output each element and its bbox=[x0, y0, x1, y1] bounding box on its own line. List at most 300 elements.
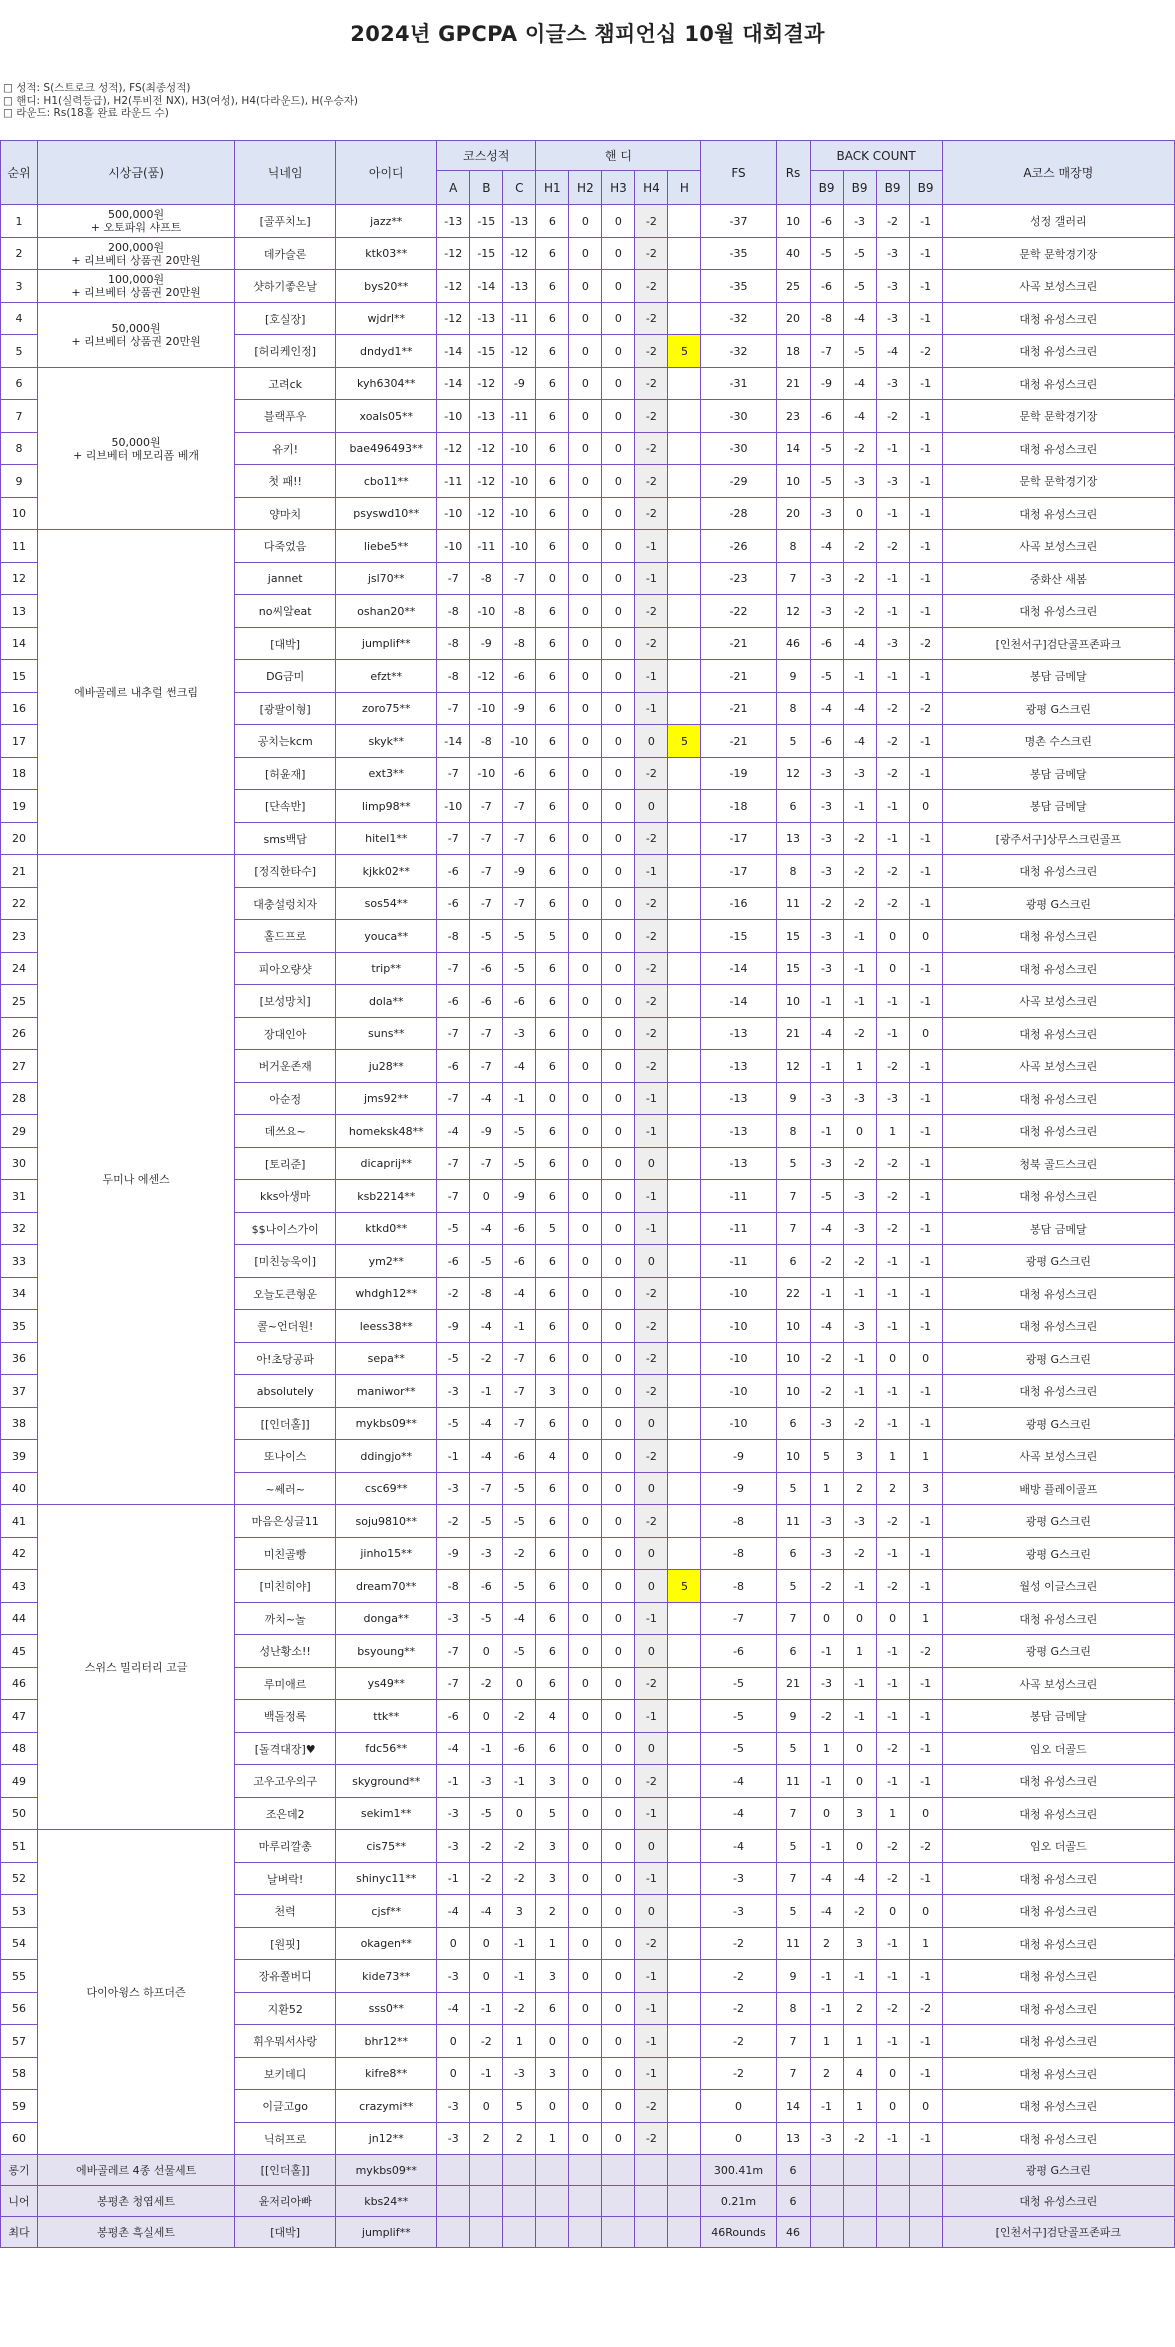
empty-cell bbox=[602, 2155, 635, 2186]
cell-h2: 0 bbox=[569, 628, 602, 660]
cell-h1: 6 bbox=[536, 1408, 569, 1440]
cell-c: -9 bbox=[503, 693, 536, 725]
cell-b9-4: 3 bbox=[909, 1473, 942, 1505]
cell-venue: 임오 더골드 bbox=[942, 1830, 1174, 1863]
cell-h3: 0 bbox=[602, 2025, 635, 2058]
cell-rank: 31 bbox=[1, 1180, 38, 1213]
cell-b: -2 bbox=[470, 2025, 503, 2058]
cell-b9-4: -1 bbox=[909, 1700, 942, 1733]
cell-b: -7 bbox=[470, 888, 503, 920]
cell-b9-1: -3 bbox=[810, 920, 843, 953]
cell-a: -2 bbox=[437, 1505, 470, 1538]
cell-h1: 6 bbox=[536, 465, 569, 498]
cell-b9-4: -1 bbox=[909, 400, 942, 433]
cell-rs: 13 bbox=[776, 823, 810, 855]
cell-nickname: 장대인아 bbox=[235, 1018, 336, 1050]
cell-b9-4: -2 bbox=[909, 628, 942, 660]
cell-fs: -17 bbox=[701, 823, 776, 855]
header-a: A bbox=[437, 171, 470, 205]
cell-rs: 9 bbox=[776, 1083, 810, 1115]
cell-b9-1: -9 bbox=[810, 368, 843, 400]
cell-b: -10 bbox=[470, 693, 503, 725]
cell-h3: 0 bbox=[602, 530, 635, 563]
prize-cell: 스위스 밀리터리 고글 bbox=[38, 1505, 235, 1830]
cell-rank: 2 bbox=[1, 238, 38, 270]
cell-fs: -26 bbox=[701, 530, 776, 563]
cell-h1: 6 bbox=[536, 660, 569, 693]
cell-h2: 0 bbox=[569, 1570, 602, 1603]
cell-nickname: 까치~놀 bbox=[235, 1603, 336, 1635]
cell-id: dicaprij** bbox=[336, 1148, 437, 1180]
cell-h1: 6 bbox=[536, 725, 569, 758]
cell-b9-3: 0 bbox=[876, 920, 909, 953]
cell-id: sepa** bbox=[336, 1343, 437, 1375]
cell-venue: 대청 유성스크린 bbox=[942, 303, 1174, 335]
cell-c: -12 bbox=[503, 238, 536, 270]
cell-h bbox=[668, 1928, 701, 1960]
cell-rank: 20 bbox=[1, 823, 38, 855]
cell-nickname: jannet bbox=[235, 563, 336, 595]
cell-h4: -1 bbox=[635, 1180, 668, 1213]
cell-b9-1: -3 bbox=[810, 855, 843, 888]
cell-venue: 사곡 보성스크린 bbox=[942, 985, 1174, 1018]
cell-nickname: 유키! bbox=[235, 433, 336, 465]
cell-nickname: 다죽었음 bbox=[235, 530, 336, 563]
cell-h bbox=[668, 2123, 701, 2155]
cell-h4: 0 bbox=[635, 1538, 668, 1570]
cell-nickname: 대충설렁치자 bbox=[235, 888, 336, 920]
cell-h2: 0 bbox=[569, 1245, 602, 1278]
cell-id: whdgh12** bbox=[336, 1278, 437, 1310]
cell-h1: 5 bbox=[536, 920, 569, 953]
cell-c: -10 bbox=[503, 465, 536, 498]
cell-b9-3: -1 bbox=[876, 498, 909, 530]
cell-h bbox=[668, 1440, 701, 1473]
cell-rs: 7 bbox=[776, 1213, 810, 1245]
cell-h1: 5 bbox=[536, 1213, 569, 1245]
cell-h4: -2 bbox=[635, 1440, 668, 1473]
cell-b9-3: -2 bbox=[876, 855, 909, 888]
cell-h bbox=[668, 888, 701, 920]
cell-fs: -6 bbox=[701, 1635, 776, 1668]
cell-rs: 9 bbox=[776, 1700, 810, 1733]
cell-b9-1: -6 bbox=[810, 725, 843, 758]
cell-h2: 0 bbox=[569, 368, 602, 400]
cell-h3: 0 bbox=[602, 1018, 635, 1050]
cell-nickname: [허윤재] bbox=[235, 758, 336, 790]
cell-a: -1 bbox=[437, 1765, 470, 1798]
cell-h2: 0 bbox=[569, 205, 602, 238]
cell-nickname: 아!초당공파 bbox=[235, 1343, 336, 1375]
cell-id: crazymi** bbox=[336, 2090, 437, 2123]
cell-b9-1: -2 bbox=[810, 1700, 843, 1733]
prize-cell: 100,000원 + 리브베터 상품권 20만원 bbox=[38, 270, 235, 303]
cell-a: -5 bbox=[437, 1343, 470, 1375]
special-award-row bbox=[1, 2186, 1175, 2217]
cell-b9-4: -1 bbox=[909, 1083, 942, 1115]
cell-b: -15 bbox=[470, 238, 503, 270]
cell-b9-2: -2 bbox=[843, 433, 876, 465]
cell-id: bsyoung** bbox=[336, 1635, 437, 1668]
special-nickname: [대박] bbox=[235, 2217, 336, 2248]
cell-b9-3: -2 bbox=[876, 888, 909, 920]
cell-b9-1: 0 bbox=[810, 1798, 843, 1830]
cell-id: maniwor** bbox=[336, 1375, 437, 1408]
cell-b9-2: -2 bbox=[843, 1538, 876, 1570]
cell-fs: -9 bbox=[701, 1440, 776, 1473]
cell-h3: 0 bbox=[602, 1050, 635, 1083]
cell-b9-3: 1 bbox=[876, 1440, 909, 1473]
cell-id: youca** bbox=[336, 920, 437, 953]
cell-a: -8 bbox=[437, 660, 470, 693]
cell-b9-2: -4 bbox=[843, 725, 876, 758]
cell-h3: 0 bbox=[602, 2123, 635, 2155]
cell-rs: 7 bbox=[776, 2025, 810, 2058]
header-h3: H3 bbox=[602, 171, 635, 205]
cell-nickname: 오늘도큰형운 bbox=[235, 1278, 336, 1310]
cell-fs: -14 bbox=[701, 985, 776, 1018]
note-rounds: □ 라운드: Rs(18홀 완료 라운드 수) bbox=[3, 107, 169, 119]
special-id: mykbs09** bbox=[336, 2155, 437, 2186]
cell-a: 0 bbox=[437, 1928, 470, 1960]
cell-h4: -2 bbox=[635, 595, 668, 628]
cell-h3: 0 bbox=[602, 1830, 635, 1863]
cell-a: -14 bbox=[437, 335, 470, 368]
cell-a: -5 bbox=[437, 1408, 470, 1440]
cell-h4: -2 bbox=[635, 335, 668, 368]
empty-cell bbox=[602, 2186, 635, 2217]
cell-rs: 6 bbox=[776, 1245, 810, 1278]
cell-b: 0 bbox=[470, 1635, 503, 1668]
cell-id: mykbs09** bbox=[336, 1408, 437, 1440]
cell-b9-1: -6 bbox=[810, 205, 843, 238]
cell-id: ttk** bbox=[336, 1700, 437, 1733]
cell-b9-1: -5 bbox=[810, 238, 843, 270]
cell-a: -2 bbox=[437, 1278, 470, 1310]
cell-a: -8 bbox=[437, 920, 470, 953]
cell-rank: 6 bbox=[1, 368, 38, 400]
cell-h4: 0 bbox=[635, 1830, 668, 1863]
cell-h2: 0 bbox=[569, 985, 602, 1018]
header-fs: FS bbox=[701, 141, 776, 205]
prize-cell: 에바골레르 내추럴 썬크림 bbox=[38, 530, 235, 855]
cell-venue: 대청 유성스크린 bbox=[942, 498, 1174, 530]
header-c: C bbox=[503, 171, 536, 205]
header-nickname: 닉네임 bbox=[235, 141, 336, 205]
cell-id: cbo11** bbox=[336, 465, 437, 498]
cell-b: -7 bbox=[470, 1050, 503, 1083]
cell-h1: 6 bbox=[536, 1115, 569, 1148]
cell-h bbox=[668, 1895, 701, 1928]
cell-c: -7 bbox=[503, 563, 536, 595]
cell-b9-4: -2 bbox=[909, 1635, 942, 1668]
cell-id: cis75** bbox=[336, 1830, 437, 1863]
cell-h3: 0 bbox=[602, 1798, 635, 1830]
cell-b9-4: -1 bbox=[909, 1668, 942, 1700]
cell-h bbox=[668, 368, 701, 400]
cell-b: -12 bbox=[470, 660, 503, 693]
cell-rank: 3 bbox=[1, 270, 38, 303]
cell-b9-2: 0 bbox=[843, 498, 876, 530]
cell-h2: 0 bbox=[569, 888, 602, 920]
cell-h4: -2 bbox=[635, 888, 668, 920]
cell-venue: 문학 문학경기장 bbox=[942, 400, 1174, 433]
cell-rs: 8 bbox=[776, 693, 810, 725]
cell-c: -5 bbox=[503, 953, 536, 985]
cell-h: 5 bbox=[668, 1570, 701, 1603]
cell-a: -9 bbox=[437, 1310, 470, 1343]
cell-b9-1: -5 bbox=[810, 465, 843, 498]
cell-b: -6 bbox=[470, 985, 503, 1018]
cell-b9-3: -1 bbox=[876, 1310, 909, 1343]
cell-rs: 7 bbox=[776, 563, 810, 595]
empty-cell bbox=[810, 2217, 843, 2248]
cell-venue: 광평 G스크린 bbox=[942, 1343, 1174, 1375]
cell-b9-2: 0 bbox=[843, 1733, 876, 1765]
special-fs: 0.21m bbox=[701, 2186, 776, 2217]
cell-rs: 7 bbox=[776, 1180, 810, 1213]
cell-a: -6 bbox=[437, 855, 470, 888]
empty-cell bbox=[569, 2155, 602, 2186]
cell-b9-1: -3 bbox=[810, 1148, 843, 1180]
cell-b9-3: 0 bbox=[876, 2058, 909, 2090]
cell-b9-1: -5 bbox=[810, 1180, 843, 1213]
empty-cell bbox=[602, 2217, 635, 2248]
cell-h4: -2 bbox=[635, 270, 668, 303]
cell-b9-3: -1 bbox=[876, 790, 909, 823]
empty-cell bbox=[470, 2217, 503, 2248]
cell-h3: 0 bbox=[602, 855, 635, 888]
cell-h1: 6 bbox=[536, 628, 569, 660]
cell-nickname: 샷하기좋은날 bbox=[235, 270, 336, 303]
cell-h4: -1 bbox=[635, 660, 668, 693]
cell-b9-1: -5 bbox=[810, 433, 843, 465]
cell-h3: 0 bbox=[602, 400, 635, 433]
cell-b9-4: -2 bbox=[909, 693, 942, 725]
cell-b9-2: -1 bbox=[843, 1278, 876, 1310]
cell-rank: 21 bbox=[1, 855, 38, 888]
cell-h2: 0 bbox=[569, 1928, 602, 1960]
cell-h1: 3 bbox=[536, 1375, 569, 1408]
cell-b9-3: -2 bbox=[876, 693, 909, 725]
cell-h2: 0 bbox=[569, 1863, 602, 1895]
cell-b9-2: -5 bbox=[843, 238, 876, 270]
cell-h4: 0 bbox=[635, 1733, 668, 1765]
cell-h3: 0 bbox=[602, 595, 635, 628]
cell-fs: -3 bbox=[701, 1895, 776, 1928]
cell-h4: -2 bbox=[635, 823, 668, 855]
cell-c: -1 bbox=[503, 1928, 536, 1960]
cell-fs: -10 bbox=[701, 1375, 776, 1408]
cell-venue: 대청 유성스크린 bbox=[942, 335, 1174, 368]
cell-h bbox=[668, 758, 701, 790]
cell-h1: 6 bbox=[536, 530, 569, 563]
cell-a: -6 bbox=[437, 1245, 470, 1278]
cell-b9-3: -1 bbox=[876, 1635, 909, 1668]
cell-b9-2: -4 bbox=[843, 628, 876, 660]
cell-h1: 3 bbox=[536, 1830, 569, 1863]
cell-rs: 12 bbox=[776, 595, 810, 628]
cell-rs: 5 bbox=[776, 1473, 810, 1505]
cell-rank: 56 bbox=[1, 1993, 38, 2025]
table-row bbox=[1, 1505, 1175, 1538]
cell-b9-3: -3 bbox=[876, 303, 909, 335]
cell-b9-2: 0 bbox=[843, 1830, 876, 1863]
cell-h1: 6 bbox=[536, 1733, 569, 1765]
special-rs: 6 bbox=[776, 2155, 810, 2186]
cell-venue: 대청 유성스크린 bbox=[942, 1018, 1174, 1050]
cell-h1: 6 bbox=[536, 790, 569, 823]
cell-c: 1 bbox=[503, 2025, 536, 2058]
cell-b9-3: -1 bbox=[876, 595, 909, 628]
cell-id: bhr12** bbox=[336, 2025, 437, 2058]
cell-rs: 10 bbox=[776, 205, 810, 238]
cell-fs: -8 bbox=[701, 1538, 776, 1570]
cell-rank: 46 bbox=[1, 1668, 38, 1700]
cell-rank: 54 bbox=[1, 1928, 38, 1960]
special-prize: 봉평촌 흑실세트 bbox=[38, 2217, 235, 2248]
cell-b9-3: 0 bbox=[876, 1343, 909, 1375]
cell-rank: 38 bbox=[1, 1408, 38, 1440]
cell-rs: 5 bbox=[776, 1895, 810, 1928]
cell-h4: -2 bbox=[635, 1278, 668, 1310]
prize-cell: 500,000원 + 오토파워 샤프트 bbox=[38, 205, 235, 238]
special-nickname: [[인더홀]] bbox=[235, 2155, 336, 2186]
empty-cell bbox=[876, 2155, 909, 2186]
cell-id: kyh6304** bbox=[336, 368, 437, 400]
cell-fs: -10 bbox=[701, 1343, 776, 1375]
cell-a: -14 bbox=[437, 725, 470, 758]
cell-b9-2: 3 bbox=[843, 1440, 876, 1473]
cell-rank: 33 bbox=[1, 1245, 38, 1278]
empty-cell bbox=[503, 2155, 536, 2186]
cell-b9-4: -2 bbox=[909, 1830, 942, 1863]
cell-h bbox=[668, 433, 701, 465]
cell-venue: 대청 유성스크린 bbox=[942, 1115, 1174, 1148]
cell-c: -5 bbox=[503, 1570, 536, 1603]
cell-a: -7 bbox=[437, 1083, 470, 1115]
cell-rank: 53 bbox=[1, 1895, 38, 1928]
cell-h bbox=[668, 303, 701, 335]
cell-b9-1: -1 bbox=[810, 1993, 843, 2025]
cell-rank: 13 bbox=[1, 595, 38, 628]
cell-a: -6 bbox=[437, 1700, 470, 1733]
empty-cell bbox=[876, 2186, 909, 2217]
cell-b9-1: -3 bbox=[810, 823, 843, 855]
cell-venue: 대청 유성스크린 bbox=[942, 1798, 1174, 1830]
cell-h3: 0 bbox=[602, 1408, 635, 1440]
cell-id: fdc56** bbox=[336, 1733, 437, 1765]
cell-b9-4: 1 bbox=[909, 1440, 942, 1473]
cell-b9-4: -1 bbox=[909, 1148, 942, 1180]
cell-venue: 대청 유성스크린 bbox=[942, 1310, 1174, 1343]
cell-h1: 6 bbox=[536, 1050, 569, 1083]
cell-b9-2: -2 bbox=[843, 1018, 876, 1050]
cell-b9-2: -2 bbox=[843, 823, 876, 855]
cell-h3: 0 bbox=[602, 1440, 635, 1473]
cell-rank: 26 bbox=[1, 1018, 38, 1050]
cell-venue: 대청 유성스크린 bbox=[942, 2025, 1174, 2058]
cell-b9-4: 1 bbox=[909, 1928, 942, 1960]
cell-id: dndyd1** bbox=[336, 335, 437, 368]
cell-b9-1: -3 bbox=[810, 1408, 843, 1440]
cell-venue: 대청 유성스크린 bbox=[942, 1375, 1174, 1408]
cell-a: -3 bbox=[437, 2123, 470, 2155]
cell-h1: 4 bbox=[536, 1700, 569, 1733]
cell-venue: 사곡 보성스크린 bbox=[942, 530, 1174, 563]
cell-a: -6 bbox=[437, 985, 470, 1018]
cell-rank: 18 bbox=[1, 758, 38, 790]
cell-h2: 0 bbox=[569, 303, 602, 335]
cell-b9-3: -1 bbox=[876, 1375, 909, 1408]
cell-h bbox=[668, 465, 701, 498]
cell-h bbox=[668, 1343, 701, 1375]
cell-id: xoals05** bbox=[336, 400, 437, 433]
cell-h2: 0 bbox=[569, 790, 602, 823]
cell-h bbox=[668, 1733, 701, 1765]
cell-rs: 25 bbox=[776, 270, 810, 303]
cell-rank: 44 bbox=[1, 1603, 38, 1635]
cell-a: -4 bbox=[437, 1115, 470, 1148]
cell-h2: 0 bbox=[569, 693, 602, 725]
empty-cell bbox=[843, 2217, 876, 2248]
cell-h2: 0 bbox=[569, 1830, 602, 1863]
cell-a: -3 bbox=[437, 1830, 470, 1863]
cell-h1: 6 bbox=[536, 368, 569, 400]
cell-b: -8 bbox=[470, 1278, 503, 1310]
cell-h4: 0 bbox=[635, 1408, 668, 1440]
cell-a: -3 bbox=[437, 1798, 470, 1830]
cell-nickname: 장유쫄버디 bbox=[235, 1960, 336, 1993]
cell-b9-3: -1 bbox=[876, 1700, 909, 1733]
cell-rank: 34 bbox=[1, 1278, 38, 1310]
cell-h3: 0 bbox=[602, 303, 635, 335]
empty-cell bbox=[635, 2217, 668, 2248]
cell-b9-1: 2 bbox=[810, 2058, 843, 2090]
cell-rank: 32 bbox=[1, 1213, 38, 1245]
cell-h4: -2 bbox=[635, 205, 668, 238]
cell-h3: 0 bbox=[602, 1115, 635, 1148]
cell-venue: 광평 G스크린 bbox=[942, 1408, 1174, 1440]
cell-nickname: $$나이스가이 bbox=[235, 1213, 336, 1245]
cell-h1: 6 bbox=[536, 1635, 569, 1668]
cell-venue: 봉담 금메달 bbox=[942, 660, 1174, 693]
cell-h2: 0 bbox=[569, 1603, 602, 1635]
cell-rank: 14 bbox=[1, 628, 38, 660]
cell-rank: 52 bbox=[1, 1863, 38, 1895]
cell-id: jazz** bbox=[336, 205, 437, 238]
cell-b: -14 bbox=[470, 270, 503, 303]
cell-h: 5 bbox=[668, 725, 701, 758]
prize-cell: 다이아윙스 하프더즌 bbox=[38, 1830, 235, 2155]
empty-cell bbox=[437, 2217, 470, 2248]
cell-fs: -21 bbox=[701, 725, 776, 758]
cell-b9-3: -3 bbox=[876, 628, 909, 660]
cell-c: -5 bbox=[503, 920, 536, 953]
header-rs: Rs bbox=[776, 141, 810, 205]
cell-b9-2: -1 bbox=[843, 920, 876, 953]
cell-id: efzt** bbox=[336, 660, 437, 693]
cell-rs: 8 bbox=[776, 1115, 810, 1148]
cell-rank: 12 bbox=[1, 563, 38, 595]
special-award-row bbox=[1, 2155, 1175, 2186]
cell-rs: 14 bbox=[776, 2090, 810, 2123]
cell-b9-4: -1 bbox=[909, 530, 942, 563]
cell-h3: 0 bbox=[602, 1960, 635, 1993]
cell-b9-1: -3 bbox=[810, 1505, 843, 1538]
special-rs: 46 bbox=[776, 2217, 810, 2248]
empty-cell bbox=[569, 2217, 602, 2248]
